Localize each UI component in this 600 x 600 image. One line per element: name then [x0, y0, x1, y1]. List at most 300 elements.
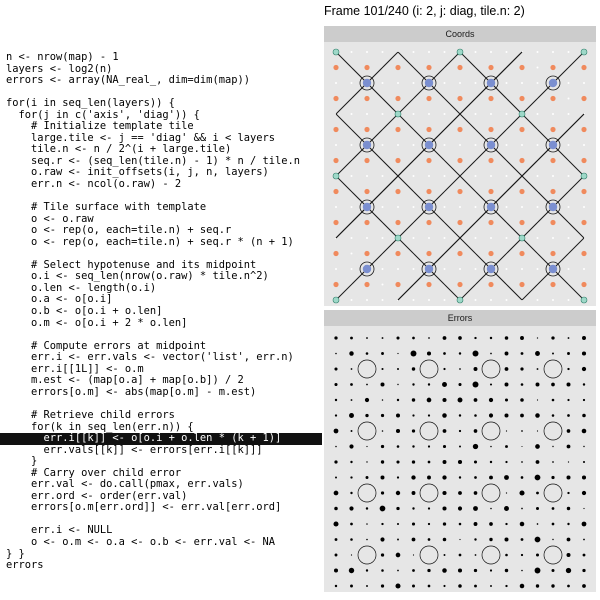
error-point — [443, 585, 445, 587]
error-point — [444, 554, 446, 556]
error-point — [349, 351, 353, 355]
error-point — [412, 538, 416, 542]
code-line: o.b <- o[o.i + o.len] — [6, 305, 163, 318]
midpoint-ring — [358, 360, 376, 378]
error-point — [583, 399, 585, 401]
blue-point — [363, 79, 371, 87]
error-point — [443, 445, 446, 448]
error-point — [473, 444, 478, 449]
error-point — [350, 383, 353, 386]
grid-dot — [413, 113, 415, 115]
midpoint-ring — [482, 360, 500, 378]
orange-point — [581, 65, 586, 70]
grid-dot — [444, 144, 446, 146]
error-point — [521, 352, 524, 355]
vertex-point — [457, 49, 463, 55]
blue-point — [425, 79, 433, 87]
error-point — [567, 414, 570, 417]
error-point — [334, 491, 339, 496]
blue-point — [425, 141, 433, 149]
orange-point — [364, 251, 369, 256]
grid-dot — [459, 144, 461, 146]
grid-dot — [382, 51, 384, 53]
grid-dot — [366, 113, 368, 115]
error-point — [505, 398, 508, 401]
grid-dot — [444, 82, 446, 84]
grid-dot — [382, 82, 384, 84]
orange-point — [519, 96, 524, 101]
code-line: errors[o.m[err.ord]] <- err.val[err.ord] — [6, 501, 282, 514]
grid-dot — [506, 51, 508, 53]
grid-dot — [537, 237, 539, 239]
error-point — [519, 490, 524, 495]
error-point — [567, 368, 569, 370]
error-point — [506, 430, 507, 431]
orange-point — [426, 282, 431, 287]
error-point — [521, 508, 523, 510]
orange-point — [488, 220, 493, 225]
error-point — [350, 476, 352, 478]
error-point — [397, 523, 399, 525]
error-point — [442, 398, 446, 402]
error-point — [381, 460, 384, 463]
error-point — [505, 445, 508, 448]
orange-point — [426, 251, 431, 256]
error-point — [335, 446, 337, 448]
error-point — [536, 553, 539, 556]
grid-dot — [506, 113, 508, 115]
error-point — [427, 476, 431, 480]
orange-point — [488, 158, 493, 163]
grid-dot — [506, 144, 508, 146]
vertex-point — [581, 49, 587, 55]
error-point — [506, 492, 507, 493]
orange-point — [550, 96, 555, 101]
error-point — [505, 367, 509, 371]
error-point — [428, 337, 430, 339]
error-point — [458, 460, 462, 464]
grid-dot — [552, 175, 554, 177]
grid-dot — [444, 268, 446, 270]
error-point — [567, 538, 571, 542]
code-line: layers <- log2(n) — [6, 62, 113, 75]
orange-point — [333, 189, 338, 194]
grid-dot — [537, 82, 539, 84]
error-point — [397, 539, 399, 541]
midpoint-ring — [544, 484, 562, 502]
error-point — [472, 381, 478, 387]
orange-point — [581, 158, 586, 163]
error-point — [459, 445, 461, 447]
error-point — [349, 506, 353, 510]
code-line: errors <- array(NA_real_, dim=dim(map)) — [6, 74, 250, 87]
error-point — [551, 336, 554, 339]
blue-point — [487, 265, 495, 273]
orange-point — [581, 189, 586, 194]
error-point — [458, 584, 462, 588]
error-point — [380, 506, 386, 512]
grid-dot — [521, 144, 523, 146]
error-point — [350, 523, 353, 526]
grid-dot — [335, 268, 337, 270]
error-point — [428, 445, 430, 447]
error-point — [333, 521, 338, 526]
error-point — [459, 554, 462, 557]
grid-dot — [382, 113, 384, 115]
error-point — [537, 337, 538, 338]
frame-title: Frame 101/240 (i: 2, j: diag, tile.n: 2) — [324, 4, 525, 18]
grid-dot — [568, 299, 570, 301]
error-point — [381, 523, 383, 525]
grid-dot — [537, 175, 539, 177]
error-point — [381, 584, 384, 587]
orange-point — [395, 282, 400, 287]
blue-point — [425, 203, 433, 211]
error-point — [381, 414, 384, 417]
grid-dot — [537, 144, 539, 146]
orange-point — [395, 220, 400, 225]
grid-dot — [475, 206, 477, 208]
error-point — [474, 522, 478, 526]
error-point — [583, 508, 584, 509]
error-point — [351, 399, 353, 401]
grid-dot — [335, 206, 337, 208]
error-point — [335, 414, 337, 416]
error-point — [520, 584, 525, 589]
midpoint-ring — [358, 484, 376, 502]
error-point — [396, 553, 401, 558]
grid-dot — [537, 67, 539, 69]
grid-dot — [397, 206, 399, 208]
error-point — [567, 523, 569, 525]
blue-point — [549, 265, 557, 273]
error-point — [489, 476, 493, 480]
orange-point — [581, 127, 586, 132]
midpoint-ring — [482, 484, 500, 502]
error-point — [428, 414, 430, 416]
error-point — [490, 353, 492, 355]
code-line: n <- nrow(map) - 1 — [6, 51, 119, 63]
code-line: err.i <- NULL — [6, 524, 113, 537]
error-point — [472, 350, 478, 356]
grid-dot — [521, 268, 523, 270]
error-point — [583, 383, 585, 385]
grid-dot — [583, 144, 585, 146]
error-point — [458, 506, 462, 510]
code-line: for(j in c('axis', 'diag')) { — [6, 108, 200, 121]
grid-dot — [382, 299, 384, 301]
error-point — [474, 569, 477, 572]
code-line: err.n <- ncol(o.raw) - 2 — [6, 178, 182, 191]
error-point — [350, 538, 353, 541]
error-point — [536, 383, 540, 387]
grid-dot — [490, 299, 492, 301]
code-line: # Select hypotenuse and its midpoint — [6, 258, 257, 271]
orange-point — [581, 282, 586, 287]
error-point — [567, 492, 569, 494]
error-point — [443, 352, 446, 355]
error-point — [366, 539, 368, 541]
code-line: # Retrieve child errors — [6, 408, 175, 421]
orange-point — [395, 96, 400, 101]
grid-dot — [351, 144, 353, 146]
error-point — [396, 413, 400, 417]
error-point — [442, 475, 446, 479]
code-line: o <- o.m <- o.a <- o.b <- err.val <- NA — [6, 535, 275, 548]
error-point — [442, 491, 446, 495]
error-point — [396, 460, 399, 463]
error-point — [397, 353, 398, 354]
orange-point — [395, 158, 400, 163]
grid-dot — [583, 206, 585, 208]
error-point — [505, 569, 508, 572]
error-point — [427, 398, 432, 403]
orange-point — [457, 127, 462, 132]
error-point — [490, 461, 492, 463]
grid-dot — [351, 175, 353, 177]
grid-dot — [351, 113, 353, 115]
error-point — [412, 414, 414, 416]
orange-point — [426, 96, 431, 101]
error-point — [552, 461, 554, 463]
code-line: for(k in seq_len(err.n)) { — [6, 420, 194, 433]
grid-dot — [397, 82, 399, 84]
orange-point — [488, 127, 493, 132]
error-point — [443, 522, 446, 525]
error-point — [582, 367, 586, 371]
vertex-point — [581, 297, 587, 303]
error-point — [582, 584, 586, 588]
error-point — [520, 398, 524, 402]
blue-point — [363, 203, 371, 211]
error-point — [428, 507, 430, 509]
error-point — [459, 539, 460, 540]
error-point — [427, 569, 430, 572]
orange-point — [457, 282, 462, 287]
error-point — [504, 475, 509, 480]
grid-dot — [413, 237, 415, 239]
error-point — [381, 445, 384, 448]
vertex-point — [457, 297, 463, 303]
error-point — [474, 585, 477, 588]
grid-dot — [568, 175, 570, 177]
error-point — [521, 461, 523, 463]
grid-dot — [459, 206, 461, 208]
grid-dot — [444, 113, 446, 115]
error-point — [582, 336, 586, 340]
error-point — [474, 538, 476, 540]
error-point — [459, 368, 461, 370]
error-point — [535, 444, 540, 449]
grid-dot — [475, 175, 477, 177]
error-point — [537, 430, 538, 431]
error-point — [551, 383, 555, 387]
error-point — [505, 383, 509, 387]
error-point — [397, 445, 400, 448]
error-point — [474, 460, 477, 463]
grid-dot — [366, 299, 368, 301]
errors-panel — [324, 310, 596, 592]
grid-dot — [506, 175, 508, 177]
error-point — [412, 337, 415, 340]
midpoint-ring — [544, 546, 562, 564]
error-point — [520, 367, 523, 370]
error-point — [428, 523, 430, 525]
grid-dot — [459, 82, 461, 84]
blue-point — [549, 141, 557, 149]
orange-point — [457, 189, 462, 194]
error-point — [412, 491, 416, 495]
error-point — [381, 569, 384, 572]
grid-dot — [382, 268, 384, 270]
error-point — [552, 353, 554, 355]
grid-dot — [351, 206, 353, 208]
orange-point — [488, 96, 493, 101]
error-point — [521, 554, 523, 556]
error-point — [397, 570, 399, 572]
error-point — [396, 429, 400, 433]
error-point — [458, 398, 463, 403]
grid-dot — [552, 51, 554, 53]
error-point — [459, 352, 461, 354]
code-line: o <- rep(o, each=tile.n) + seq.r — [6, 224, 232, 237]
grid-dot — [537, 51, 539, 53]
orange-point — [426, 220, 431, 225]
error-point — [412, 398, 415, 401]
error-point — [412, 585, 415, 588]
grid-dot — [475, 144, 477, 146]
code-line: errors[o.m] <- abs(map[o.m] - m.est) — [6, 385, 257, 398]
orange-point — [333, 127, 338, 132]
grid-dot — [568, 98, 570, 100]
code-line: for(i in seq_len(layers)) { — [6, 97, 175, 110]
error-point — [490, 337, 492, 339]
code-line: err.i[[k]] <- o[o.i + o.len * (k + 1)] — [0, 433, 322, 445]
error-point — [536, 507, 539, 510]
error-point — [567, 383, 571, 387]
error-point — [459, 414, 461, 416]
error-point — [351, 368, 353, 370]
error-point — [351, 554, 352, 555]
orange-point — [550, 65, 555, 70]
midpoint-ring — [420, 360, 438, 378]
error-point — [458, 336, 462, 340]
grid-dot — [521, 206, 523, 208]
error-point — [474, 491, 478, 495]
error-point — [382, 430, 384, 432]
grid-dot — [490, 51, 492, 53]
error-point — [505, 585, 507, 587]
error-point — [490, 508, 492, 510]
error-point — [474, 414, 477, 417]
error-point — [535, 351, 540, 356]
code-line: err.i <- err.vals <- vector('list', err.n) — [6, 351, 294, 364]
grid-dot — [490, 175, 492, 177]
error-point — [396, 507, 399, 510]
error-point — [381, 491, 384, 494]
error-point — [521, 430, 523, 432]
orange-point — [395, 127, 400, 132]
error-point — [567, 553, 571, 557]
vertex-point — [581, 173, 587, 179]
code-line: large.tile <- j == 'diag' && i < layers — [6, 131, 275, 144]
error-point — [397, 476, 399, 478]
error-point — [365, 398, 369, 402]
error-point — [428, 461, 431, 464]
error-point — [489, 398, 493, 402]
error-point — [334, 336, 337, 339]
grid-dot — [351, 237, 353, 239]
error-point — [504, 506, 509, 511]
error-point — [566, 475, 570, 479]
orange-point — [333, 65, 338, 70]
code-line: o <- rep(o, each=tile.n) + seq.r * (n + 1) — [6, 235, 294, 248]
error-point — [552, 414, 555, 417]
grid-dot — [475, 113, 477, 115]
grid-dot — [568, 206, 570, 208]
blue-point — [549, 203, 557, 211]
grid-dot — [382, 144, 384, 146]
grid-dot — [568, 113, 570, 115]
grid-dot — [444, 175, 446, 177]
error-point — [381, 476, 385, 480]
error-point — [442, 568, 447, 573]
blue-point — [363, 141, 371, 149]
error-point — [583, 461, 585, 463]
error-point — [458, 568, 462, 572]
grid-dot — [475, 51, 477, 53]
error-point — [521, 383, 524, 386]
blue-point — [487, 203, 495, 211]
error-point — [535, 537, 541, 543]
midpoint-ring — [420, 484, 438, 502]
code-line: err.ord <- order(err.val) — [6, 489, 188, 502]
error-point — [536, 584, 539, 587]
orange-point — [519, 65, 524, 70]
error-point — [474, 367, 478, 371]
grid-dot — [506, 237, 508, 239]
orange-point — [333, 220, 338, 225]
error-point — [443, 538, 447, 542]
error-point — [490, 383, 492, 385]
error-point — [473, 506, 478, 511]
grid-dot — [552, 299, 554, 301]
error-point — [443, 429, 447, 433]
error-point — [505, 523, 507, 525]
grid-dot — [475, 237, 477, 239]
error-point — [413, 554, 414, 555]
error-point — [443, 336, 447, 340]
error-point — [366, 446, 367, 447]
error-point — [349, 413, 354, 418]
grid-dot — [428, 299, 430, 301]
error-point — [459, 430, 461, 432]
midpoint-ring — [358, 546, 376, 564]
grid-dot — [568, 82, 570, 84]
orange-point — [364, 96, 369, 101]
error-point — [567, 352, 570, 355]
error-point — [520, 522, 525, 527]
blue-point — [425, 265, 433, 273]
grid-dot — [366, 175, 368, 177]
code-line: err.i[[1L]] <- o.m — [6, 362, 144, 375]
code-line: o.m <- o[o.i + 2 * o.len] — [6, 316, 188, 329]
error-point — [397, 399, 399, 401]
grid-dot — [413, 144, 415, 146]
error-point — [505, 554, 508, 557]
error-point — [412, 522, 415, 525]
grid-dot — [397, 268, 399, 270]
